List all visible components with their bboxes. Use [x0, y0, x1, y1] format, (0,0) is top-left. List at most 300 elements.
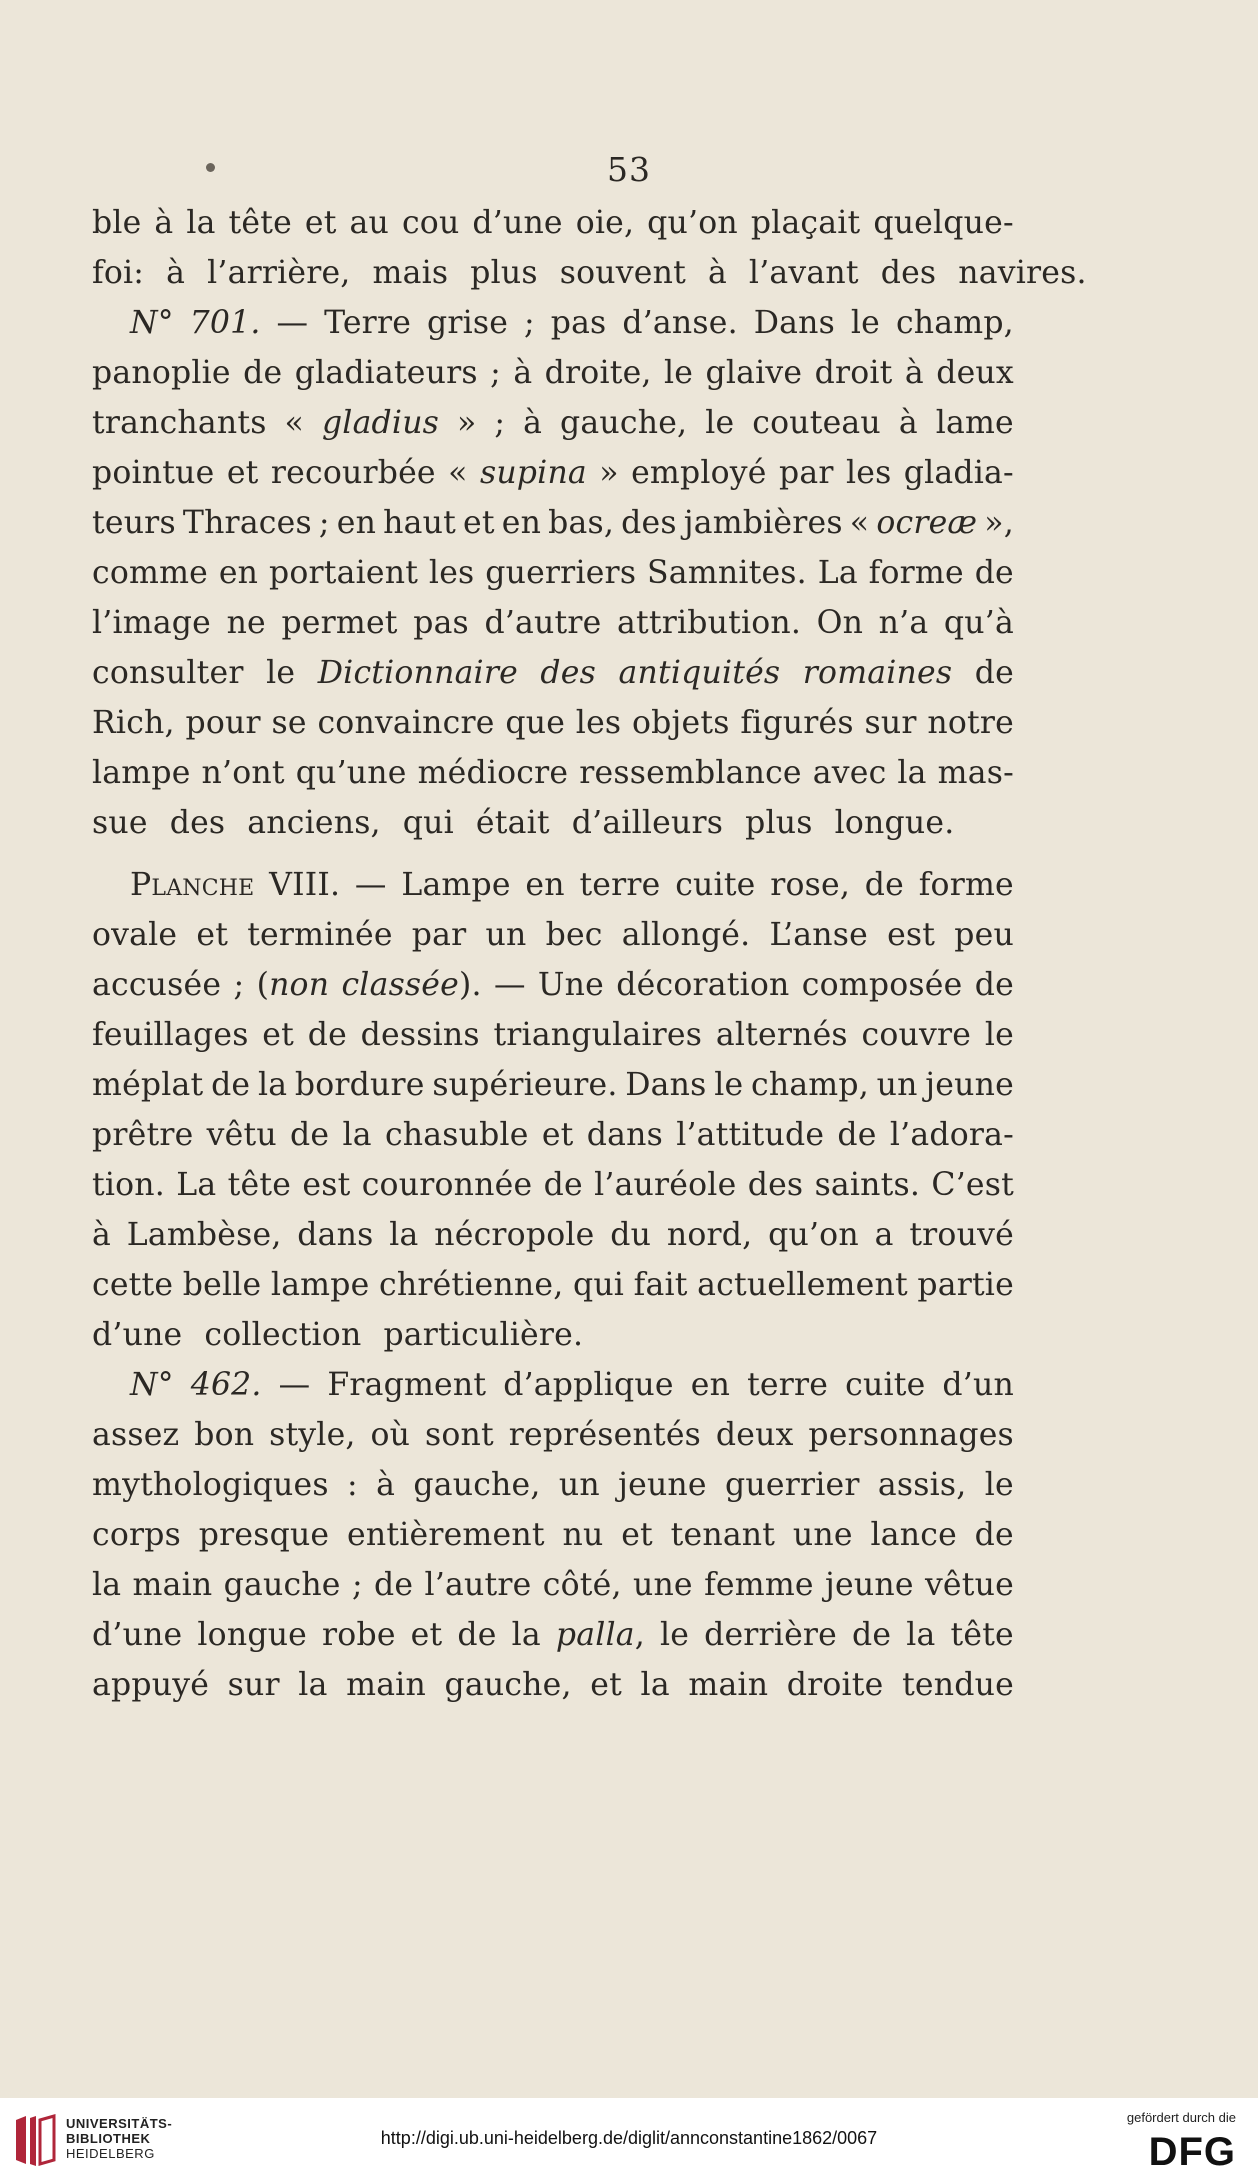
word: qu’à: [943, 605, 1014, 641]
word: [512, 1610, 541, 1660]
word: l’arrière,: [207, 255, 351, 291]
word: [494, 960, 526, 1010]
word: [196, 910, 228, 960]
library-footer: [0, 2098, 1258, 2181]
word: [207, 248, 361, 298]
word: [544, 1160, 583, 1210]
word: et: [463, 505, 495, 541]
word: Dictionnaire: [317, 655, 518, 691]
word: médiocre: [417, 755, 569, 791]
word: [705, 398, 734, 448]
word: Terre: [324, 305, 412, 341]
word: [749, 248, 870, 298]
word: jeune: [825, 1567, 914, 1603]
word: [228, 1660, 280, 1710]
word: [691, 1360, 730, 1410]
word: [881, 248, 948, 298]
word: [850, 498, 869, 548]
word: [625, 1060, 706, 1110]
word: tête: [228, 205, 292, 241]
word: gladia-: [903, 455, 1014, 491]
word: en: [525, 867, 565, 903]
paragraph-gap: [92, 848, 1014, 860]
word: [463, 498, 495, 548]
word: [385, 1110, 529, 1160]
word: [542, 1110, 574, 1160]
word: prêtre: [92, 1117, 194, 1153]
word: [92, 1460, 329, 1510]
text-line: [92, 1160, 1014, 1210]
word: n’a: [878, 605, 929, 641]
word: [835, 798, 966, 848]
university-name-line: UNIVERSITÄTS-: [66, 2116, 173, 2131]
text-line: [92, 398, 1014, 448]
word: oie,: [575, 205, 635, 241]
word: le: [850, 305, 881, 341]
word: deux: [936, 355, 1014, 391]
word: [818, 548, 858, 598]
word: [418, 748, 569, 798]
word: ;: [351, 1567, 363, 1603]
word: couteau: [752, 405, 881, 441]
word: belle: [182, 1267, 262, 1303]
word: [92, 1660, 209, 1710]
word: [266, 648, 295, 698]
word: [667, 1210, 753, 1260]
word: [688, 1660, 768, 1710]
text-line: [92, 1610, 1014, 1660]
word: [269, 548, 418, 598]
word: champ,: [895, 305, 1014, 341]
word: [599, 448, 618, 498]
word: [618, 1460, 707, 1510]
word: [92, 1510, 181, 1560]
word: en: [218, 555, 259, 591]
word: [486, 910, 527, 960]
word: [813, 748, 887, 798]
word: la: [92, 1567, 122, 1603]
word: gauche: [223, 1567, 341, 1603]
word: [548, 498, 614, 548]
text-line: [92, 960, 1014, 1010]
word: [879, 598, 929, 648]
word: ;: [233, 967, 245, 1003]
word: [825, 1560, 914, 1610]
word: [176, 1160, 216, 1210]
word: haut: [383, 505, 456, 541]
word: [92, 960, 221, 1010]
word: [925, 1060, 1014, 1110]
word: [899, 398, 918, 448]
word: [92, 1110, 193, 1160]
word: [92, 748, 191, 798]
word: [513, 348, 532, 398]
word: anciens,: [247, 805, 381, 841]
word: [815, 1160, 921, 1210]
word: l’image: [92, 605, 212, 641]
word: et: [226, 455, 259, 491]
word: [92, 498, 176, 548]
word: à: [898, 405, 918, 441]
word: [92, 248, 155, 298]
word: à: [523, 405, 543, 441]
word: [494, 398, 505, 448]
word: 462.: [190, 1367, 262, 1403]
text-line: [92, 798, 1014, 848]
text-line: [92, 698, 1014, 748]
funding-caption: gefördert durch die: [1126, 2110, 1236, 2125]
word: [130, 1360, 174, 1410]
word: [865, 860, 904, 910]
word: [298, 1660, 327, 1710]
word: chasuble: [384, 1117, 529, 1153]
word: souvent: [559, 255, 686, 291]
word: forme: [918, 867, 1014, 903]
word: l’adora-: [889, 1117, 1014, 1153]
word: d’une: [92, 1617, 183, 1653]
word: [262, 1010, 294, 1060]
word: où: [370, 1417, 411, 1453]
word: des: [540, 655, 596, 691]
word: et: [590, 1667, 622, 1703]
word: derrière: [704, 1617, 838, 1653]
word: le: [705, 405, 735, 441]
university-name-line: HEIDELBERG: [66, 2146, 155, 2161]
word: [846, 448, 891, 498]
word: femme: [704, 1567, 814, 1603]
word: [779, 448, 834, 498]
word: trouvé: [909, 1217, 1014, 1253]
word: tête: [950, 1617, 1014, 1653]
word: [324, 298, 411, 348]
word: à: [707, 255, 727, 291]
word: [290, 1110, 329, 1160]
text-line: [92, 298, 1014, 348]
word: [207, 1110, 277, 1160]
word: [383, 1310, 594, 1360]
word: tête: [227, 1167, 292, 1203]
word: par: [779, 455, 834, 491]
word: vêtu: [206, 1117, 277, 1153]
word: cuite: [675, 867, 756, 903]
word: [322, 1610, 396, 1660]
word: [902, 1660, 1014, 1710]
word: [308, 1010, 347, 1060]
word: mythologiques: [92, 1467, 329, 1503]
word: (: [256, 967, 270, 1003]
word: «: [448, 455, 468, 491]
word: bon: [194, 1417, 255, 1453]
word: [697, 1260, 908, 1310]
word: Lampe: [401, 867, 511, 903]
word: [247, 798, 392, 848]
word: se: [271, 705, 307, 741]
word: un: [485, 917, 527, 953]
word: [490, 348, 501, 398]
word: [684, 498, 843, 548]
word: [770, 860, 850, 910]
word: [562, 1510, 603, 1560]
word: tendue: [902, 1667, 1014, 1703]
word: [302, 1160, 350, 1210]
word: terminée: [247, 917, 393, 953]
word: main: [132, 1567, 213, 1603]
word: la: [897, 755, 927, 791]
word: L’anse: [769, 917, 868, 953]
word: [319, 498, 330, 548]
word: [186, 198, 215, 248]
word: la: [298, 1667, 328, 1703]
word: [704, 1560, 814, 1610]
word: [457, 398, 476, 448]
word: —: [276, 305, 309, 341]
word: [92, 598, 211, 648]
word: [936, 398, 1014, 448]
word: employé: [631, 455, 767, 491]
word: [434, 1210, 594, 1260]
word: sue: [92, 805, 148, 841]
word: cette: [92, 1267, 174, 1303]
word: [295, 348, 478, 398]
word: ;: [523, 305, 535, 341]
word: une: [792, 1517, 853, 1553]
word: [890, 1110, 1014, 1160]
word: [936, 348, 1014, 398]
word: terre: [747, 1367, 829, 1403]
word: objets: [632, 705, 730, 741]
word: jeune: [618, 1467, 707, 1503]
word: saints.: [814, 1167, 921, 1203]
word: [617, 598, 801, 648]
word: du: [610, 1217, 652, 1253]
word: [944, 598, 1014, 648]
word: est: [887, 917, 936, 953]
word: le: [266, 655, 296, 691]
word: lampe: [92, 755, 191, 791]
word: [295, 1060, 425, 1110]
word: [92, 398, 267, 448]
word: [233, 960, 244, 1010]
word: la: [342, 1117, 372, 1153]
word: la: [511, 1617, 541, 1653]
word: classée: [341, 967, 459, 1003]
text-line: [92, 1660, 1014, 1710]
word: [803, 648, 952, 698]
word: [470, 248, 549, 298]
word: de: [974, 655, 1014, 691]
word: [130, 860, 254, 910]
word: des: [747, 1167, 804, 1203]
word: [660, 1610, 689, 1660]
word: l’autre: [424, 1567, 532, 1603]
word: rose,: [770, 867, 851, 903]
word: [327, 1360, 486, 1410]
text-line: [92, 1510, 1014, 1560]
word: et: [621, 1517, 653, 1553]
word: »: [599, 455, 619, 491]
word: partie: [917, 1267, 1014, 1303]
word: [975, 648, 1014, 698]
word: guerrier: [725, 1467, 860, 1503]
word: teurs: [92, 505, 176, 541]
word: droit: [814, 355, 893, 391]
text-line: [92, 448, 1014, 498]
word: [219, 548, 258, 598]
word: —: [354, 867, 387, 903]
word: de: [852, 1617, 892, 1653]
text-line: [92, 1560, 1014, 1610]
word: pas: [413, 605, 469, 641]
word: le: [984, 1467, 1014, 1503]
word: [616, 960, 789, 1010]
text-line: [92, 910, 1014, 960]
word: assis,: [877, 1467, 967, 1503]
word: [92, 1060, 203, 1110]
word: et: [541, 1117, 574, 1153]
word: en: [336, 505, 377, 541]
word: [716, 1410, 794, 1460]
word: longue: [197, 1617, 308, 1653]
word: entièrement: [347, 1517, 545, 1553]
word: [228, 1160, 291, 1210]
word: [551, 298, 607, 348]
word: [897, 748, 926, 798]
word: décoration: [616, 967, 790, 1003]
word: alternés: [715, 1017, 848, 1053]
word: [127, 1210, 282, 1260]
word: [572, 798, 734, 848]
word: ;: [494, 405, 506, 441]
word: [587, 1110, 663, 1160]
word: droite: [786, 1667, 884, 1703]
word: [383, 498, 456, 548]
word: ).: [458, 967, 482, 1003]
word: [352, 1560, 363, 1610]
word: de: [864, 867, 904, 903]
text-line: [92, 648, 1014, 698]
word: à: [904, 355, 924, 391]
word: [247, 910, 392, 960]
word: [243, 348, 282, 398]
word: [576, 698, 621, 748]
word: de: [974, 555, 1014, 591]
word: [754, 298, 835, 348]
word: convaincre: [317, 705, 495, 741]
word: [305, 198, 337, 248]
word: ne: [226, 605, 266, 641]
word: personnages: [808, 1417, 1014, 1453]
word: [852, 1610, 891, 1660]
word: non: [269, 967, 330, 1003]
word: [342, 1110, 371, 1160]
word: Dans: [753, 305, 835, 341]
word: tion.: [92, 1167, 165, 1203]
word: mais: [372, 255, 449, 291]
word: [904, 448, 1014, 498]
word: et: [304, 205, 337, 241]
word: bec: [545, 917, 603, 953]
word: sur: [227, 1667, 280, 1703]
word: [190, 298, 261, 348]
text-line: [92, 1060, 1014, 1110]
word: La: [817, 555, 858, 591]
word: et: [262, 1017, 294, 1053]
word: dessins: [360, 1017, 480, 1053]
word: nécropole: [434, 1217, 595, 1253]
word: [374, 1560, 413, 1610]
source-url-link[interactable]: http://digi.ub.uni-heidelberg.de/diglit/annconstantine1862/0067: [380, 2128, 878, 2148]
word: bas,: [548, 505, 615, 541]
word: [975, 1510, 1014, 1560]
word: des: [880, 255, 937, 291]
word: gladius: [321, 405, 440, 441]
word: [704, 1610, 837, 1660]
word: [887, 910, 935, 960]
word: [975, 548, 1014, 598]
word: [322, 398, 439, 448]
word: [389, 1210, 418, 1260]
word: [509, 1410, 701, 1460]
word: [279, 1360, 311, 1410]
word: [445, 1660, 572, 1710]
word: antiquités: [618, 655, 781, 691]
word: notre: [927, 705, 1014, 741]
word: [505, 698, 565, 748]
word: champ,: [750, 1067, 869, 1103]
word: [560, 398, 687, 448]
word: [579, 860, 660, 910]
word: Thraces: [182, 505, 312, 541]
word: chrétienne,: [378, 1267, 564, 1303]
word: [769, 910, 867, 960]
word: [621, 498, 677, 548]
word: [92, 548, 208, 598]
word: gladiateurs: [294, 355, 478, 391]
word: [845, 1360, 925, 1410]
word: ocreæ: [876, 505, 978, 541]
word: [633, 1560, 693, 1610]
word: [341, 960, 481, 1010]
word: ;: [318, 505, 330, 541]
word: [361, 1010, 480, 1060]
word: portaient: [269, 555, 419, 591]
word: [896, 298, 1014, 348]
word: dans: [586, 1117, 663, 1153]
word: [751, 198, 861, 248]
word: [271, 1260, 370, 1310]
word: représentés: [508, 1417, 702, 1453]
word: [560, 248, 697, 298]
word: la: [257, 1067, 288, 1103]
word: ble: [92, 205, 142, 241]
word: panoplie: [92, 355, 231, 391]
word: dans: [297, 1217, 374, 1253]
word: [425, 1410, 494, 1460]
word: [524, 298, 535, 348]
text-line: [92, 498, 1014, 548]
word: ovale: [92, 917, 178, 953]
word: le: [664, 355, 694, 391]
word: main: [346, 1667, 426, 1703]
word: [412, 910, 467, 960]
word: [876, 498, 977, 548]
word: de: [837, 1117, 877, 1153]
word: la: [640, 1667, 670, 1703]
word: collection: [204, 1317, 362, 1353]
word: vêtue: [924, 1567, 1014, 1603]
word: un: [876, 1067, 918, 1103]
word: [538, 960, 604, 1010]
